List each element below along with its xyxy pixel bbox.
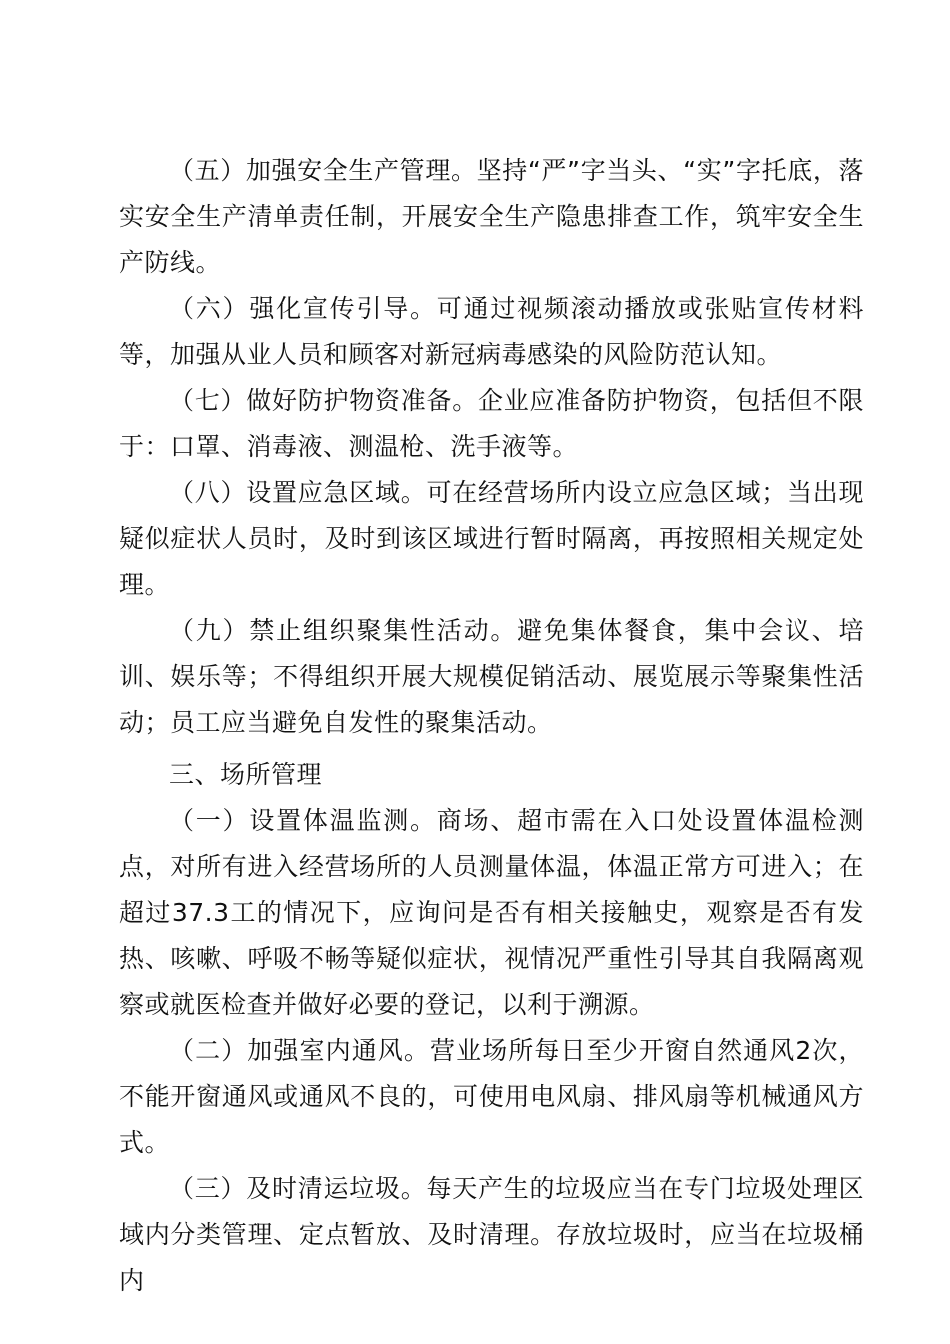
- paragraph-8-emergency-area: （八）设置应急区域。可在经营场所内设立应急区域；当出现疑似症状人员时，及时到该区域进行暂时隔离，再按照相关规定处理。: [119, 478, 864, 599]
- paragraph-3-garbage: （三）及时清运垃圾。每天产生的垃圾应当在专门垃圾处理区域内分类管理、定点暂放、及时清理。存放垃圾时，应当在垃圾桶内: [119, 1174, 864, 1295]
- document-body: [119, 148, 864, 1304]
- paragraph-5-safety-management: （五）加强安全生产管理。坚持“严”字当头、“实”字托底，落实安全生产清单责任制，开展安全生产隐患排查工作，筑牢安全生产防线。: [119, 156, 864, 277]
- paragraph-2-ventilation: （二）加强室内通风。营业场所每日至少开窗自然通风2次，不能开窗通风或通风不良的，可使用电风扇、排风扇等机械通风方式。: [119, 1036, 864, 1157]
- paragraph-6-publicity: （六）强化宣传引导。可通过视频滚动播放或张贴宣传材料等，加强从业人员和顾客对新冠病毒感染的风险防范认知。: [119, 294, 864, 369]
- section-heading: 三、场所管理: [169, 760, 323, 789]
- paragraph-1-temperature: （一）设置体温监测。商场、超市需在入口处设置体温检测点，对所有进入经营场所的人员测量体温，体温正常方可进入；在超过37.3工的情况下，应询问是否有相关接触史，观察是否有发热、咳嗽、呼吸不畅等疑似症状，视情况严重性引导其自我隔离观察或就医检查并做好必要的登记，以利于溯源。: [119, 806, 864, 1019]
- paragraph-7-protective-supplies: （七）做好防护物资准备。企业应准备防护物资，包括但不限于：口罩、消毒液、测温枪、洗手液等。: [119, 386, 864, 461]
- paragraph-9-gathering-ban: （九）禁止组织聚集性活动。避免集体餐食，集中会议、培训、娱乐等；不得组织开展大规模促销活动、展览展示等聚集性活动；员工应当避免自发性的聚集活动。: [119, 616, 864, 737]
